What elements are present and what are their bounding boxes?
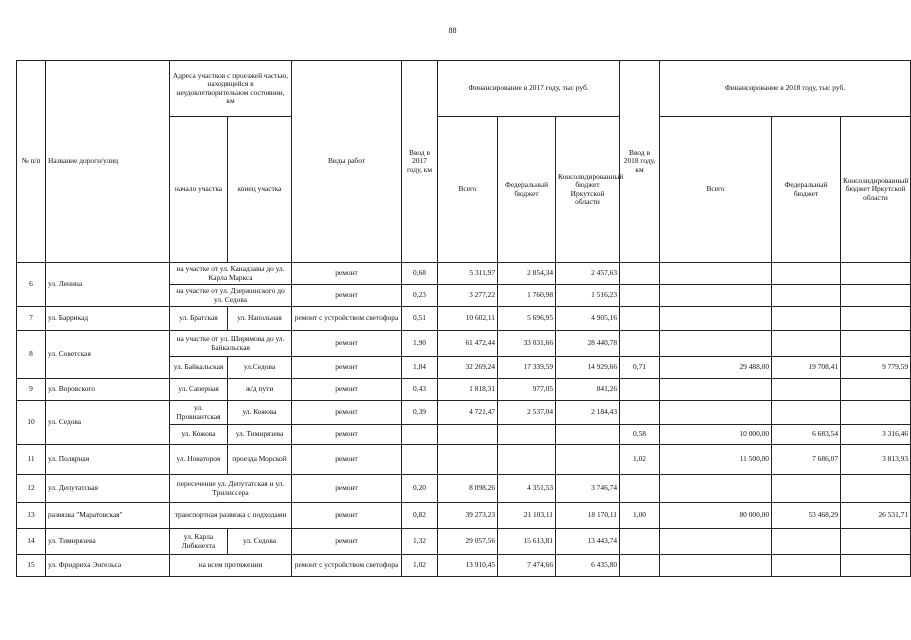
km-2018 — [620, 263, 660, 285]
consolidated-2018 — [841, 307, 911, 331]
km-2018: 1,02 — [620, 445, 660, 475]
work-type: ремонт — [292, 263, 402, 285]
header-works: Виды работ — [292, 61, 402, 263]
total-2018 — [660, 285, 772, 307]
consolidated-2017 — [556, 425, 620, 445]
federal-2018 — [772, 307, 841, 331]
row-number: 10 — [17, 401, 46, 445]
total-2017: 8 098,26 — [438, 475, 498, 503]
km-2017: 0,51 — [402, 307, 438, 331]
total-2017: 10 602,11 — [438, 307, 498, 331]
table-row — [17, 379, 911, 401]
table-row — [17, 475, 911, 503]
section-start: ул. Карла Либкнехта — [170, 529, 228, 555]
table-row — [17, 503, 911, 529]
header-total-2017: Всего — [438, 117, 498, 263]
total-2017: 1 818,31 — [438, 379, 498, 401]
section-start: ул. Кожова — [170, 425, 228, 445]
federal-2018: 6 683,54 — [772, 425, 841, 445]
work-type: ремонт — [292, 379, 402, 401]
header-total-2018: Всего — [660, 117, 772, 263]
total-2017: 32 269,24 — [438, 357, 498, 379]
km-2018 — [620, 401, 660, 425]
row-number: 6 — [17, 263, 46, 307]
table-row — [17, 401, 911, 425]
km-2018: 0,71 — [620, 357, 660, 379]
federal-2017: 5 696,95 — [498, 307, 556, 331]
section-end: ул.Седова — [228, 357, 292, 379]
km-2018 — [620, 285, 660, 307]
federal-2017: 21 103,11 — [498, 503, 556, 529]
road-name: ул. Тимирязева — [46, 529, 170, 555]
total-2017 — [438, 445, 498, 475]
section-end: ул. Седова — [228, 529, 292, 555]
federal-2018 — [772, 285, 841, 307]
consolidated-2018 — [841, 331, 911, 357]
consolidated-2018 — [841, 401, 911, 425]
federal-2018 — [772, 379, 841, 401]
work-type: ремонт — [292, 425, 402, 445]
section-address: транспортная развязка с подходами — [170, 503, 292, 529]
row-number: 9 — [17, 379, 46, 401]
km-2018 — [620, 379, 660, 401]
total-2018 — [660, 401, 772, 425]
federal-2018: 19 708,41 — [772, 357, 841, 379]
consolidated-2017: 4 905,16 — [556, 307, 620, 331]
consolidated-2018 — [841, 475, 911, 503]
total-2017: 39 273,23 — [438, 503, 498, 529]
work-type: ремонт — [292, 331, 402, 357]
work-type: ремонт — [292, 401, 402, 425]
federal-2018 — [772, 475, 841, 503]
header-name: Название дороги/улиц — [46, 61, 170, 263]
total-2017: 4 721,47 — [438, 401, 498, 425]
consolidated-2018 — [841, 379, 911, 401]
table-row — [17, 263, 911, 285]
total-2017: 3 277,22 — [438, 285, 498, 307]
consolidated-2017: 28 440,78 — [556, 331, 620, 357]
table-row — [17, 445, 911, 475]
consolidated-2017: 2 457,63 — [556, 263, 620, 285]
consolidated-2018: 3 813,93 — [841, 445, 911, 475]
header-fin-2017: Финансирование в 2017 году, тыс руб. — [438, 61, 620, 117]
section-end: ул. Напольная — [228, 307, 292, 331]
road-name: ул. Фридриха Энгельса — [46, 555, 170, 577]
federal-2017: 4 351,53 — [498, 475, 556, 503]
header-consolidated-2018: Консолидированный бюджет Иркутской области — [841, 117, 911, 263]
consolidated-2017: 3 746,74 — [556, 475, 620, 503]
federal-2018 — [772, 529, 841, 555]
road-name: ул. Воровского — [46, 379, 170, 401]
consolidated-2018 — [841, 555, 911, 577]
total-2018 — [660, 331, 772, 357]
federal-2018 — [772, 401, 841, 425]
federal-2017: 2 537,04 — [498, 401, 556, 425]
km-2018 — [620, 331, 660, 357]
federal-2017: 2 854,34 — [498, 263, 556, 285]
km-2017 — [402, 445, 438, 475]
total-2017: 61 472,44 — [438, 331, 498, 357]
header-federal-2017: Федеральный бюджет — [498, 117, 556, 263]
total-2017 — [438, 425, 498, 445]
total-2018 — [660, 379, 772, 401]
table-row — [17, 555, 911, 577]
federal-2017: 977,05 — [498, 379, 556, 401]
federal-2018 — [772, 263, 841, 285]
total-2018 — [660, 529, 772, 555]
road-name: ул. Ленина — [46, 263, 170, 307]
total-2018 — [660, 475, 772, 503]
km-2017: 0,43 — [402, 379, 438, 401]
section-start: ул. Братская — [170, 307, 228, 331]
row-number: 8 — [17, 331, 46, 379]
header-end: конец участка — [228, 117, 292, 263]
row-number: 13 — [17, 503, 46, 529]
section-end: ж/д пути — [228, 379, 292, 401]
section-address: на участке от ул. Дзержинского до ул. Седова — [170, 285, 292, 307]
section-start: ул. Новаторов — [170, 445, 228, 475]
total-2018: 10 000,00 — [660, 425, 772, 445]
consolidated-2018: 9 779,59 — [841, 357, 911, 379]
section-start: ул. Провиантская — [170, 401, 228, 425]
total-2018 — [660, 263, 772, 285]
header-input-2017: Ввод в 2017 году, км — [402, 61, 438, 263]
km-2017: 0,23 — [402, 285, 438, 307]
header-fin-2018: Финансирование в 2018 году, тыс руб. — [660, 61, 911, 117]
consolidated-2017: 13 443,74 — [556, 529, 620, 555]
consolidated-2017: 18 170,11 — [556, 503, 620, 529]
km-2017: 0,20 — [402, 475, 438, 503]
work-type: ремонт — [292, 445, 402, 475]
consolidated-2017 — [556, 445, 620, 475]
km-2018 — [620, 307, 660, 331]
total-2018 — [660, 555, 772, 577]
consolidated-2018 — [841, 285, 911, 307]
header-address-group: Адреса участков с проезжей частью, находящейся в неудовлетворительном состоянии, км — [170, 61, 292, 117]
consolidated-2017: 14 929,66 — [556, 357, 620, 379]
consolidated-2017: 6 435,80 — [556, 555, 620, 577]
header-federal-2018: Федеральный бюджет — [772, 117, 841, 263]
header-num: № п/п — [17, 61, 46, 263]
section-address: на участке от ул. Канадзавы до ул. Карла Маркса — [170, 263, 292, 285]
consolidated-2018 — [841, 529, 911, 555]
road-name: ул. Баррикад — [46, 307, 170, 331]
section-address: на участке от ул. Ширямова до ул. Байкальская — [170, 331, 292, 357]
road-name: ул. Советская — [46, 331, 170, 379]
federal-2017 — [498, 445, 556, 475]
consolidated-2018: 26 531,71 — [841, 503, 911, 529]
federal-2017: 7 474,66 — [498, 555, 556, 577]
km-2017: 0,82 — [402, 503, 438, 529]
row-number: 12 — [17, 475, 46, 503]
header-start: начало участка — [170, 117, 228, 263]
km-2018 — [620, 555, 660, 577]
km-2017: 1,90 — [402, 331, 438, 357]
section-start: ул. Байкальская — [170, 357, 228, 379]
table-body — [17, 263, 911, 577]
km-2017 — [402, 425, 438, 445]
federal-2017: 33 031,66 — [498, 331, 556, 357]
row-number: 11 — [17, 445, 46, 475]
row-number: 15 — [17, 555, 46, 577]
section-start: ул. Саперная — [170, 379, 228, 401]
km-2017: 1,32 — [402, 529, 438, 555]
row-number: 14 — [17, 529, 46, 555]
total-2017: 13 910,45 — [438, 555, 498, 577]
km-2017: 1,84 — [402, 357, 438, 379]
section-end: ул. Тимирязева — [228, 425, 292, 445]
work-type: ремонт — [292, 529, 402, 555]
federal-2018: 7 686,07 — [772, 445, 841, 475]
consolidated-2018 — [841, 263, 911, 285]
work-type: ремонт — [292, 503, 402, 529]
km-2018 — [620, 529, 660, 555]
total-2017: 29 057,56 — [438, 529, 498, 555]
road-name: ул. Седова — [46, 401, 170, 445]
work-type: ремонт с устройством светофора — [292, 307, 402, 331]
work-type: ремонт — [292, 475, 402, 503]
section-end: ул. Кожова — [228, 401, 292, 425]
road-name: ул. Депутатская — [46, 475, 170, 503]
work-type: ремонт — [292, 285, 402, 307]
work-type: ремонт с устройством светофора — [292, 555, 402, 577]
total-2017: 5 311,97 — [438, 263, 498, 285]
section-address: пересечение ул. Депутатская и ул. Трилиссера — [170, 475, 292, 503]
table-row — [17, 307, 911, 331]
km-2017: 0,39 — [402, 401, 438, 425]
header-input-2018: Ввод в 2018 году, км — [620, 61, 660, 263]
section-end: проезда Морской — [228, 445, 292, 475]
federal-2018 — [772, 555, 841, 577]
road-financing-table — [16, 60, 911, 577]
federal-2017: 1 760,98 — [498, 285, 556, 307]
consolidated-2018: 3 316,46 — [841, 425, 911, 445]
km-2017: 1,02 — [402, 555, 438, 577]
consolidated-2017: 2 184,43 — [556, 401, 620, 425]
km-2017: 0,68 — [402, 263, 438, 285]
page-number: 88 — [448, 26, 457, 35]
consolidated-2017: 1 516,23 — [556, 285, 620, 307]
federal-2017: 15 613,81 — [498, 529, 556, 555]
consolidated-2017: 841,26 — [556, 379, 620, 401]
road-name: развязка "Маратовская" — [46, 503, 170, 529]
table-row — [17, 529, 911, 555]
road-name: ул. Полярная — [46, 445, 170, 475]
table-row — [17, 331, 911, 357]
total-2018: 11 500,00 — [660, 445, 772, 475]
section-address: на всем протяжении — [170, 555, 292, 577]
header-consolidated-2017: Консолидированный бюджет Иркутской области — [556, 117, 620, 263]
federal-2017: 17 339,59 — [498, 357, 556, 379]
federal-2017 — [498, 425, 556, 445]
federal-2018: 53 468,29 — [772, 503, 841, 529]
total-2018: 29 488,00 — [660, 357, 772, 379]
km-2018 — [620, 475, 660, 503]
total-2018 — [660, 307, 772, 331]
total-2018: 80 000,00 — [660, 503, 772, 529]
km-2018: 1,00 — [620, 503, 660, 529]
work-type: ремонт — [292, 357, 402, 379]
km-2018: 0,58 — [620, 425, 660, 445]
row-number: 7 — [17, 307, 46, 331]
federal-2018 — [772, 331, 841, 357]
